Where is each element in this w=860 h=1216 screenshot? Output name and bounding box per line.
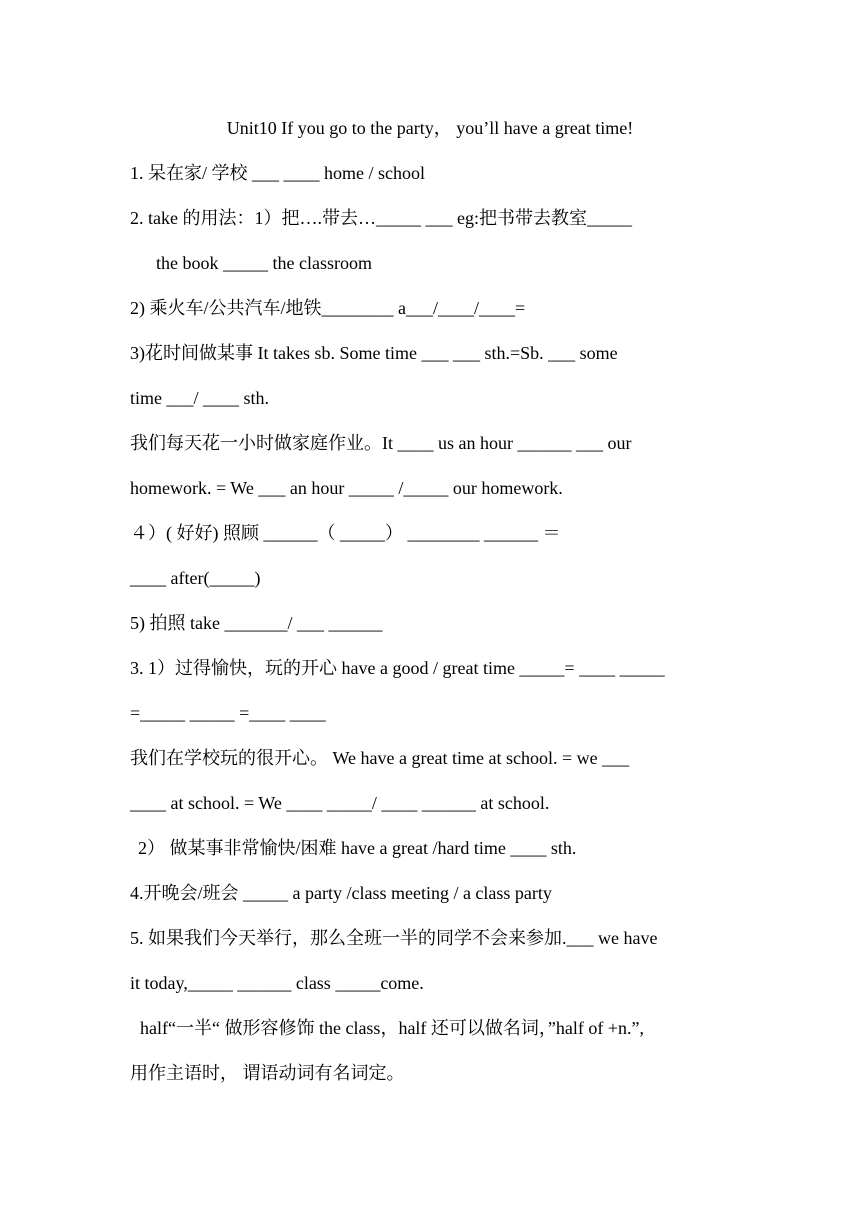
page-title: Unit10 If you go to the party， you’ll have a great time! (226, 118, 634, 138)
text-line: the book _____ the classroom (156, 253, 372, 273)
text-line: 5. 如果我们今天举行，那么全班一半的同学不会来参加.___ we have (130, 928, 658, 948)
text-line: =_____ _____ =____ ____ (130, 703, 326, 723)
text-line: half“一半“ 做形容修饰 the class，half 还可以做名词，”half of +n.”, (140, 1018, 645, 1038)
text-line: 2） 做某事非常愉快/困难 have a great /hard time ____ sth. (138, 838, 577, 858)
text-line: 我们每天花一小时做家庭作业。It ____ us an hour ______ ___ our (130, 433, 632, 453)
text-line: ４）( 好好) 照顾 ______（ _____） ________ ______ ＝ (130, 523, 561, 543)
text-line: 用作主语时， 谓语动词有名词定。 (130, 1063, 405, 1083)
text-line: ____ after(_____) (130, 568, 261, 588)
text-line: 2) 乘火车/公共汽车/地铁________ a___/____/____= (130, 298, 526, 318)
text-line: homework. = We ___ an hour _____ /_____ our homework. (130, 478, 563, 498)
text-line: 4.开晚会/班会 _____ a party /class meeting / a class party (130, 883, 552, 903)
text-line: it today,_____ ______ class _____come. (130, 973, 424, 993)
text-line: 3. 1）过得愉快，玩的开心 have a good / great time _____= ____ _____ (130, 658, 665, 678)
text-line: 3)花时间做某事 It takes sb. Some time ___ ___ sth.=Sb. ___ some (130, 343, 618, 363)
text-line: ____ at school. = We ____ _____/ ____ ______ at school. (130, 793, 550, 813)
text-line: 1. 呆在家/ 学校 ___ ____ home / school (130, 163, 425, 183)
text-line: time ___/ ____ sth. (130, 388, 269, 408)
text-line: 5) 拍照 take _______/ ___ ______ (130, 613, 383, 633)
text-line: 我们在学校玩的很开心。 We have a great time at school. = we ___ (130, 748, 630, 768)
text-line: 2. take 的用法：1）把….带去…_____ ___ eg:把书带去教室_____ (130, 208, 632, 228)
